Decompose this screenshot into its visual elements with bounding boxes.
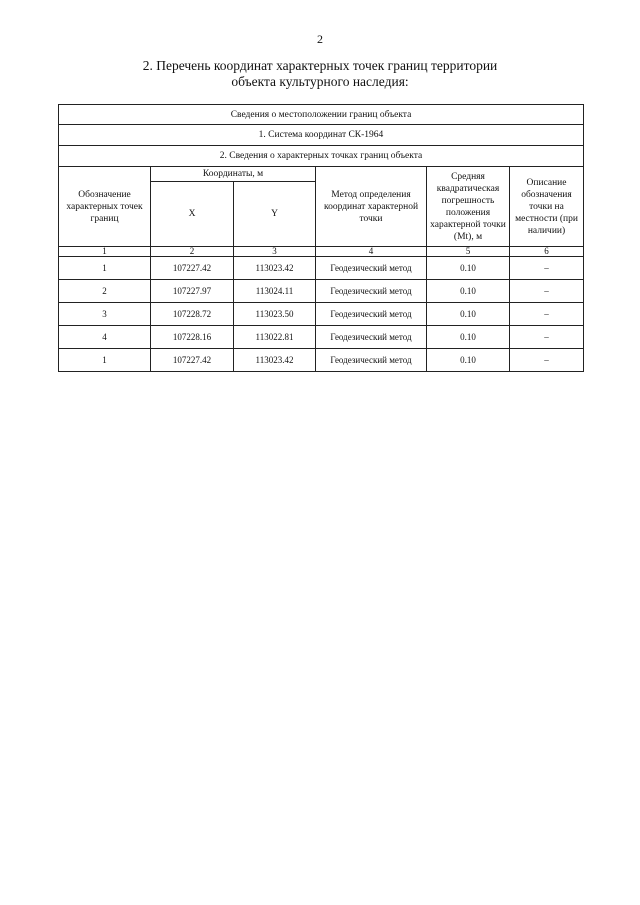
cell-x: 107228.72 <box>151 303 234 326</box>
col-header-method: Метод определения координат характерной точки <box>316 167 427 247</box>
col-number: 1 <box>59 247 151 257</box>
cell-y: 113023.50 <box>234 303 316 326</box>
cell-y: 113022.81 <box>234 326 316 349</box>
col-number: 3 <box>234 247 316 257</box>
table-row <box>59 280 584 303</box>
table-row <box>59 257 584 280</box>
table-row <box>59 349 584 372</box>
title-line-1: 2. Перечень координат характерных точек границ территории <box>142 58 498 73</box>
col-number: 5 <box>427 247 510 257</box>
cell-x: 107227.42 <box>151 257 234 280</box>
document-title <box>0 58 640 90</box>
cell-y: 113023.42 <box>234 257 316 280</box>
cell-point: 1 <box>59 349 151 372</box>
col-header-coordinates: Координаты, м <box>151 167 316 182</box>
cell-description: – <box>510 257 584 280</box>
col-header-y: Y <box>234 182 316 247</box>
cell-description: – <box>510 326 584 349</box>
points-info-row: 2. Сведения о характерных точках границ объекта <box>59 146 584 167</box>
table-row <box>59 303 584 326</box>
table-header: Сведения о местоположении границ объекта <box>59 105 584 125</box>
cell-error: 0.10 <box>427 303 510 326</box>
col-number: 4 <box>316 247 427 257</box>
cell-x: 107227.42 <box>151 349 234 372</box>
col-header-designation: Обозначение характерных точек границ <box>59 167 151 247</box>
cell-description: – <box>510 349 584 372</box>
col-number: 2 <box>151 247 234 257</box>
cell-error: 0.10 <box>427 349 510 372</box>
cell-point: 1 <box>59 257 151 280</box>
title-line-2: объекта культурного наследия: <box>231 74 409 89</box>
coordinates-table <box>58 104 584 372</box>
cell-error: 0.10 <box>427 326 510 349</box>
cell-error: 0.10 <box>427 280 510 303</box>
col-header-description: Описание обозначения точки на местности (при наличии) <box>510 167 584 247</box>
cell-point: 4 <box>59 326 151 349</box>
cell-point: 2 <box>59 280 151 303</box>
table-row <box>59 326 584 349</box>
cell-description: – <box>510 280 584 303</box>
cell-description: – <box>510 303 584 326</box>
col-header-error: Средняя квадратическая погрешность положения характерной точки (Mt), м <box>427 167 510 247</box>
cell-method: Геодезический метод <box>316 257 427 280</box>
cell-method: Геодезический метод <box>316 303 427 326</box>
page-number: 2 <box>317 32 323 46</box>
cell-method: Геодезический метод <box>316 326 427 349</box>
cell-method: Геодезический метод <box>316 280 427 303</box>
cell-y: 113024.11 <box>234 280 316 303</box>
cell-point: 3 <box>59 303 151 326</box>
coord-system-row: 1. Система координат СК-1964 <box>59 125 584 146</box>
cell-x: 107228.16 <box>151 326 234 349</box>
cell-error: 0.10 <box>427 257 510 280</box>
cell-x: 107227.97 <box>151 280 234 303</box>
cell-method: Геодезический метод <box>316 349 427 372</box>
col-header-x: X <box>151 182 234 247</box>
col-number: 6 <box>510 247 584 257</box>
cell-y: 113023.42 <box>234 349 316 372</box>
